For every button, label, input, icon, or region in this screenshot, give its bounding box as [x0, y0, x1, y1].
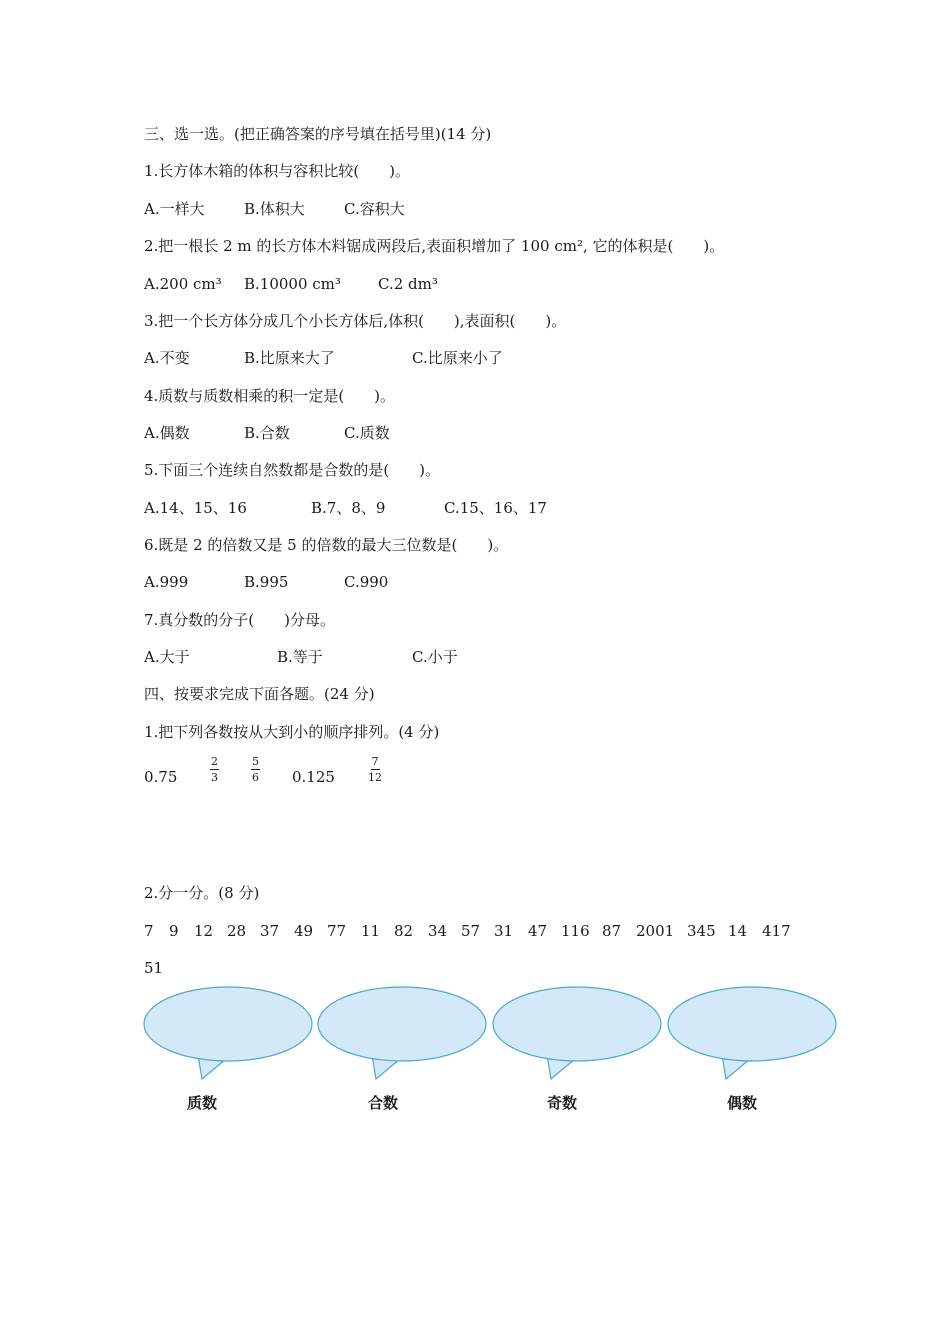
- number-item: 2001: [636, 922, 675, 940]
- option-b[interactable]: B.等于: [277, 648, 323, 666]
- option-a[interactable]: A.大于: [144, 648, 190, 666]
- decimal-value: 0.125: [292, 768, 335, 786]
- question-7: 7.真分数的分子( )分母。: [144, 611, 336, 629]
- option-a[interactable]: A.14、15、16: [144, 499, 247, 517]
- bubble-composite: [318, 987, 486, 1061]
- number-item: 82: [394, 922, 414, 940]
- number-item: 11: [361, 922, 381, 940]
- fraction: [210, 755, 219, 784]
- fraction-denominator: 12: [368, 771, 382, 784]
- option-b[interactable]: B.合数: [244, 424, 290, 442]
- bubble-prime-tail: [198, 1055, 226, 1079]
- option-b[interactable]: B.10000 cm³: [244, 275, 341, 293]
- bubble-label-composite: 合数: [368, 1094, 399, 1112]
- question-5: 5.下面三个连续自然数都是合数的是( )。: [144, 461, 441, 479]
- question-2-text: 2.把一根长 2 m 的长方体木料锯成两段后,表面积增加了 100 cm², 它的体积是( )。: [144, 237, 725, 255]
- number-item: 12: [194, 922, 214, 940]
- bubble-odd: [493, 987, 661, 1061]
- option-c[interactable]: C.容积大: [344, 200, 405, 218]
- question-6: 6.既是 2 的倍数又是 5 的倍数的最大三位数是( )。: [144, 536, 509, 554]
- option-c[interactable]: C.2 dm³: [378, 275, 438, 293]
- fraction: [368, 755, 382, 784]
- bubble-composite-seam: [373, 1054, 399, 1057]
- number-item: 37: [260, 922, 280, 940]
- bubble-label-prime: 质数: [187, 1094, 218, 1112]
- option-b[interactable]: B.比原来大了: [244, 349, 335, 367]
- fraction-numerator: 7: [371, 755, 379, 768]
- option-b[interactable]: B.995: [244, 573, 289, 591]
- decimal-value: 0.75: [144, 768, 178, 786]
- number-item: 28: [227, 922, 247, 940]
- number-item: 14: [728, 922, 748, 940]
- fraction-numerator: 5: [252, 755, 259, 768]
- number-item: 345: [687, 922, 716, 940]
- number-item: 34: [428, 922, 448, 940]
- option-a[interactable]: A.偶数: [144, 424, 190, 442]
- option-a[interactable]: A.999: [144, 573, 189, 591]
- bubble-composite-tail: [372, 1055, 400, 1079]
- option-c[interactable]: C.15、16、17: [444, 499, 547, 517]
- number-list: [144, 755, 444, 787]
- section-4-question-2: 2.分一分。(8 分): [144, 884, 260, 902]
- option-c[interactable]: C.比原来小了: [412, 349, 503, 367]
- number-item: 116: [561, 922, 590, 940]
- number-item: 77: [327, 922, 347, 940]
- fraction-denominator: 6: [252, 771, 259, 784]
- question-4: 4.质数与质数相乘的积一定是( )。: [144, 387, 396, 405]
- question-2: [144, 236, 724, 256]
- option-a[interactable]: A.一样大: [144, 200, 205, 218]
- question-3: 3.把一个长方体分成几个小长方体后,体积( ),表面积( )。: [144, 312, 567, 330]
- bubble-prime-seam: [199, 1054, 225, 1057]
- option-a[interactable]: A.不变: [144, 349, 190, 367]
- section-4-heading: 四、按要求完成下面各题。(24 分): [144, 685, 375, 703]
- number-item: 49: [294, 922, 314, 940]
- section-3-heading: 三、选一选。(把正确答案的序号填在括号里)(14 分): [144, 125, 492, 143]
- number-item: 51: [144, 959, 164, 977]
- option-b[interactable]: B.体积大: [244, 200, 305, 218]
- bubble-label-even: 偶数: [727, 1094, 758, 1112]
- bubble-even-tail: [722, 1055, 750, 1079]
- option-a[interactable]: A.200 cm³: [144, 275, 222, 293]
- fraction: [251, 755, 260, 784]
- number-item: 417: [762, 922, 791, 940]
- option-c[interactable]: C.质数: [344, 424, 390, 442]
- bubble-prime: [144, 987, 312, 1061]
- number-row: [144, 921, 804, 941]
- bubble-odd-seam: [548, 1054, 574, 1057]
- number-item: 9: [169, 922, 179, 940]
- section-4-question-1: 1.把下列各数按从大到小的顺序排列。(4 分): [144, 723, 440, 741]
- question-1: 1.长方体木箱的体积与容积比较( )。: [144, 162, 411, 180]
- fraction-denominator: 3: [211, 771, 218, 784]
- bubble-even-seam: [723, 1054, 749, 1057]
- option-c[interactable]: C.小于: [412, 648, 458, 666]
- option-c[interactable]: C.990: [344, 573, 389, 591]
- number-item: 87: [602, 922, 622, 940]
- fraction-numerator: 2: [211, 755, 218, 768]
- number-item: 57: [461, 922, 481, 940]
- bubble-odd-tail: [547, 1055, 575, 1079]
- bubble-label-odd: 奇数: [547, 1094, 578, 1112]
- number-item: 47: [528, 922, 548, 940]
- bubble-even: [668, 987, 836, 1061]
- number-item: 31: [494, 922, 514, 940]
- number-item: 7: [144, 922, 154, 940]
- option-b[interactable]: B.7、8、9: [311, 499, 386, 517]
